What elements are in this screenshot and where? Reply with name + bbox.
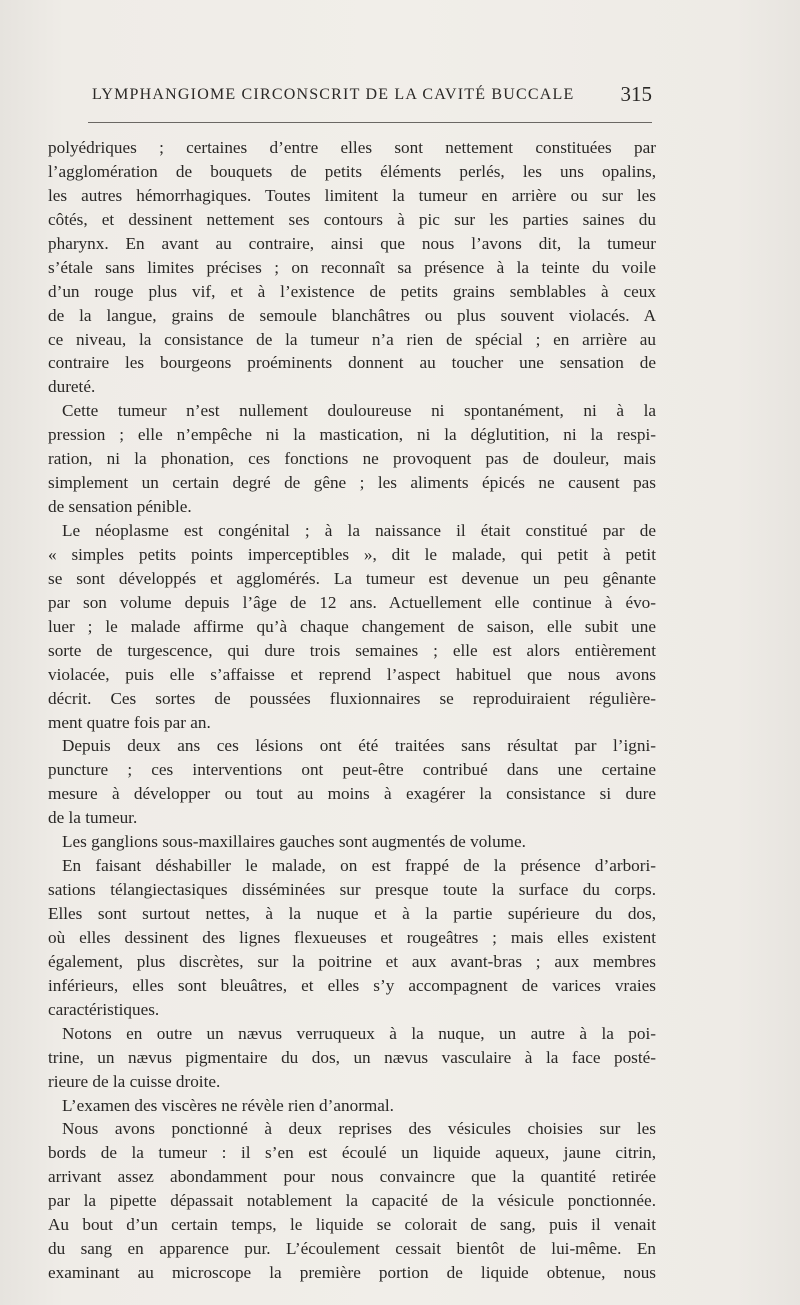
- body-text: [48, 136, 656, 1285]
- text-line: Notons en outre un nævus verruqueux à la nuque, un autre à la poi-: [62, 1023, 656, 1043]
- text-line: violacée, puis elle s’affaisse et reprend l’aspect habituel que nous avons: [48, 664, 656, 684]
- text-line: également, plus discrètes, sur la poitrine et aux avant-bras ; aux membres: [48, 951, 656, 971]
- paragraph: [48, 1117, 656, 1285]
- text-line: contraire les bourgeons proéminents donnent au toucher une sensation de: [48, 353, 656, 373]
- text-line: décrit. Ces sortes de poussées fluxionnaires se reproduiraient régulière-: [48, 688, 656, 708]
- paragraph: [48, 136, 656, 399]
- paragraph: [48, 734, 656, 830]
- text-line: pression ; elle n’empêche ni la mastication, ni la déglutition, ni la respi-: [48, 425, 656, 445]
- text-line: puncture ; ces interventions ont peut-être contribué dans une certaine: [48, 760, 656, 780]
- text-line: examinant au microscope la première portion de liquide obtenue, nous: [48, 1263, 656, 1283]
- text-line: du sang en apparence pur. L’écoulement cessait bientôt de lui-même. En: [48, 1239, 656, 1259]
- paragraph: [48, 519, 656, 734]
- text-line: inférieurs, elles sont bleuâtres, et elles s’y accompagnent de varices vraies: [48, 975, 656, 995]
- text-line: d’un rouge plus vif, et à l’existence de petits grains semblables à ceux: [48, 281, 656, 301]
- text-line: Cette tumeur n’est nullement douloureuse ni spontanément, ni à la: [62, 401, 656, 421]
- text-line: de la langue, grains de semoule blanchâtres ou plus souvent violacés. A: [48, 305, 656, 325]
- text-line: pharynx. En avant au contraire, ainsi que nous l’avons dit, la tumeur: [48, 233, 656, 253]
- text-line: ment quatre fois par an.: [48, 712, 211, 732]
- text-line: se sont développés et agglomérés. La tumeur est devenue un peu gênante: [48, 568, 656, 588]
- running-title: LYMPHANGIOME CIRCONSCRIT DE LA CAVITÉ BUCCALE: [92, 86, 575, 103]
- text-line: ration, ni la phonation, ces fonctions ne provoquent pas de douleur, mais: [48, 449, 656, 469]
- text-line: de sensation pénible.: [48, 497, 192, 517]
- text-line: sorte de turgescence, qui dure trois semaines ; elle est alors entièrement: [48, 640, 656, 660]
- running-header: [92, 82, 652, 112]
- text-line: les autres hémorrhagiques. Toutes limitent la tumeur en arrière ou sur les: [48, 185, 656, 205]
- text-line: côtés, et dessinent nettement ses contours à pic sur les parties saines du: [48, 209, 656, 229]
- text-line: par la pipette dépassait notablement la capacité de la vésicule ponctionnée.: [48, 1191, 656, 1211]
- text-line: dureté.: [48, 377, 96, 397]
- text-line: mesure à développer ou tout au moins à exagérer la consistance si dure: [48, 784, 656, 804]
- text-line: polyédriques ; certaines d’entre elles sont nettement constituées par: [48, 138, 656, 157]
- paragraph: [48, 1022, 656, 1094]
- text-line: luer ; le malade affirme qu’à chaque changement de saison, elle subit une: [48, 616, 656, 636]
- text-line: où elles dessinent des lignes flexueuses et rougeâtres ; mais elles existent: [48, 927, 656, 947]
- text-line: sations télangiectasiques disséminées sur presque toute la surface du corps.: [48, 880, 656, 900]
- paragraph: [48, 830, 656, 854]
- text-line: Le néoplasme est congénital ; à la naissance il était constitué par de: [62, 521, 656, 540]
- text-line: Les ganglions sous-maxillaires gauches sont augmentés de volume.: [62, 832, 526, 852]
- text-line: En faisant déshabiller le malade, on est frappé de la présence d’arbori-: [62, 856, 656, 876]
- text-line: arrivant assez abondamment pour nous convaincre que la quantité retirée: [48, 1167, 656, 1187]
- text-line: Elles sont surtout nettes, à la nuque et à la partie supérieure du dos,: [48, 904, 656, 923]
- header-rule: [88, 122, 652, 123]
- text-line: bords de la tumeur : il s’en est écoulé un liquide aqueux, jaune citrin,: [48, 1143, 656, 1163]
- text-line: L’examen des viscères ne révèle rien d’anormal.: [62, 1095, 394, 1115]
- paragraph: [48, 1094, 656, 1118]
- text-line: Nous avons ponctionné à deux reprises des vésicules choisies sur les: [62, 1119, 656, 1139]
- text-line: Depuis deux ans ces lésions ont été traitées sans résultat par l’igni-: [62, 736, 656, 756]
- text-line: ce niveau, la consistance de la tumeur n’a rien de spécial ; en arrière au: [48, 329, 656, 349]
- text-line: Au bout d’un certain temps, le liquide se colorait de sang, puis il venait: [48, 1215, 656, 1235]
- text-line: de la tumeur.: [48, 808, 138, 828]
- text-line: s’étale sans limites précises ; on reconnaît sa présence à la teinte du voile: [48, 257, 656, 277]
- page-number: 315: [620, 82, 652, 106]
- text-line: simplement un certain degré de gêne ; les aliments épicés ne causent pas: [48, 473, 656, 493]
- text-line: l’agglomération de bouquets de petits éléments perlés, les uns opalins,: [48, 161, 656, 181]
- text-line: rieure de la cuisse droite.: [48, 1071, 221, 1091]
- text-line: « simples petits points imperceptibles », dit le malade, qui petit à petit: [48, 544, 656, 564]
- paragraph: [48, 399, 656, 519]
- paragraph: [48, 854, 656, 1022]
- text-line: trine, un nævus pigmentaire du dos, un nævus vasculaire à la face posté-: [48, 1047, 656, 1067]
- text-line: par son volume depuis l’âge de 12 ans. Actuellement elle continue à évo-: [48, 592, 656, 612]
- text-line: caractéristiques.: [48, 999, 160, 1019]
